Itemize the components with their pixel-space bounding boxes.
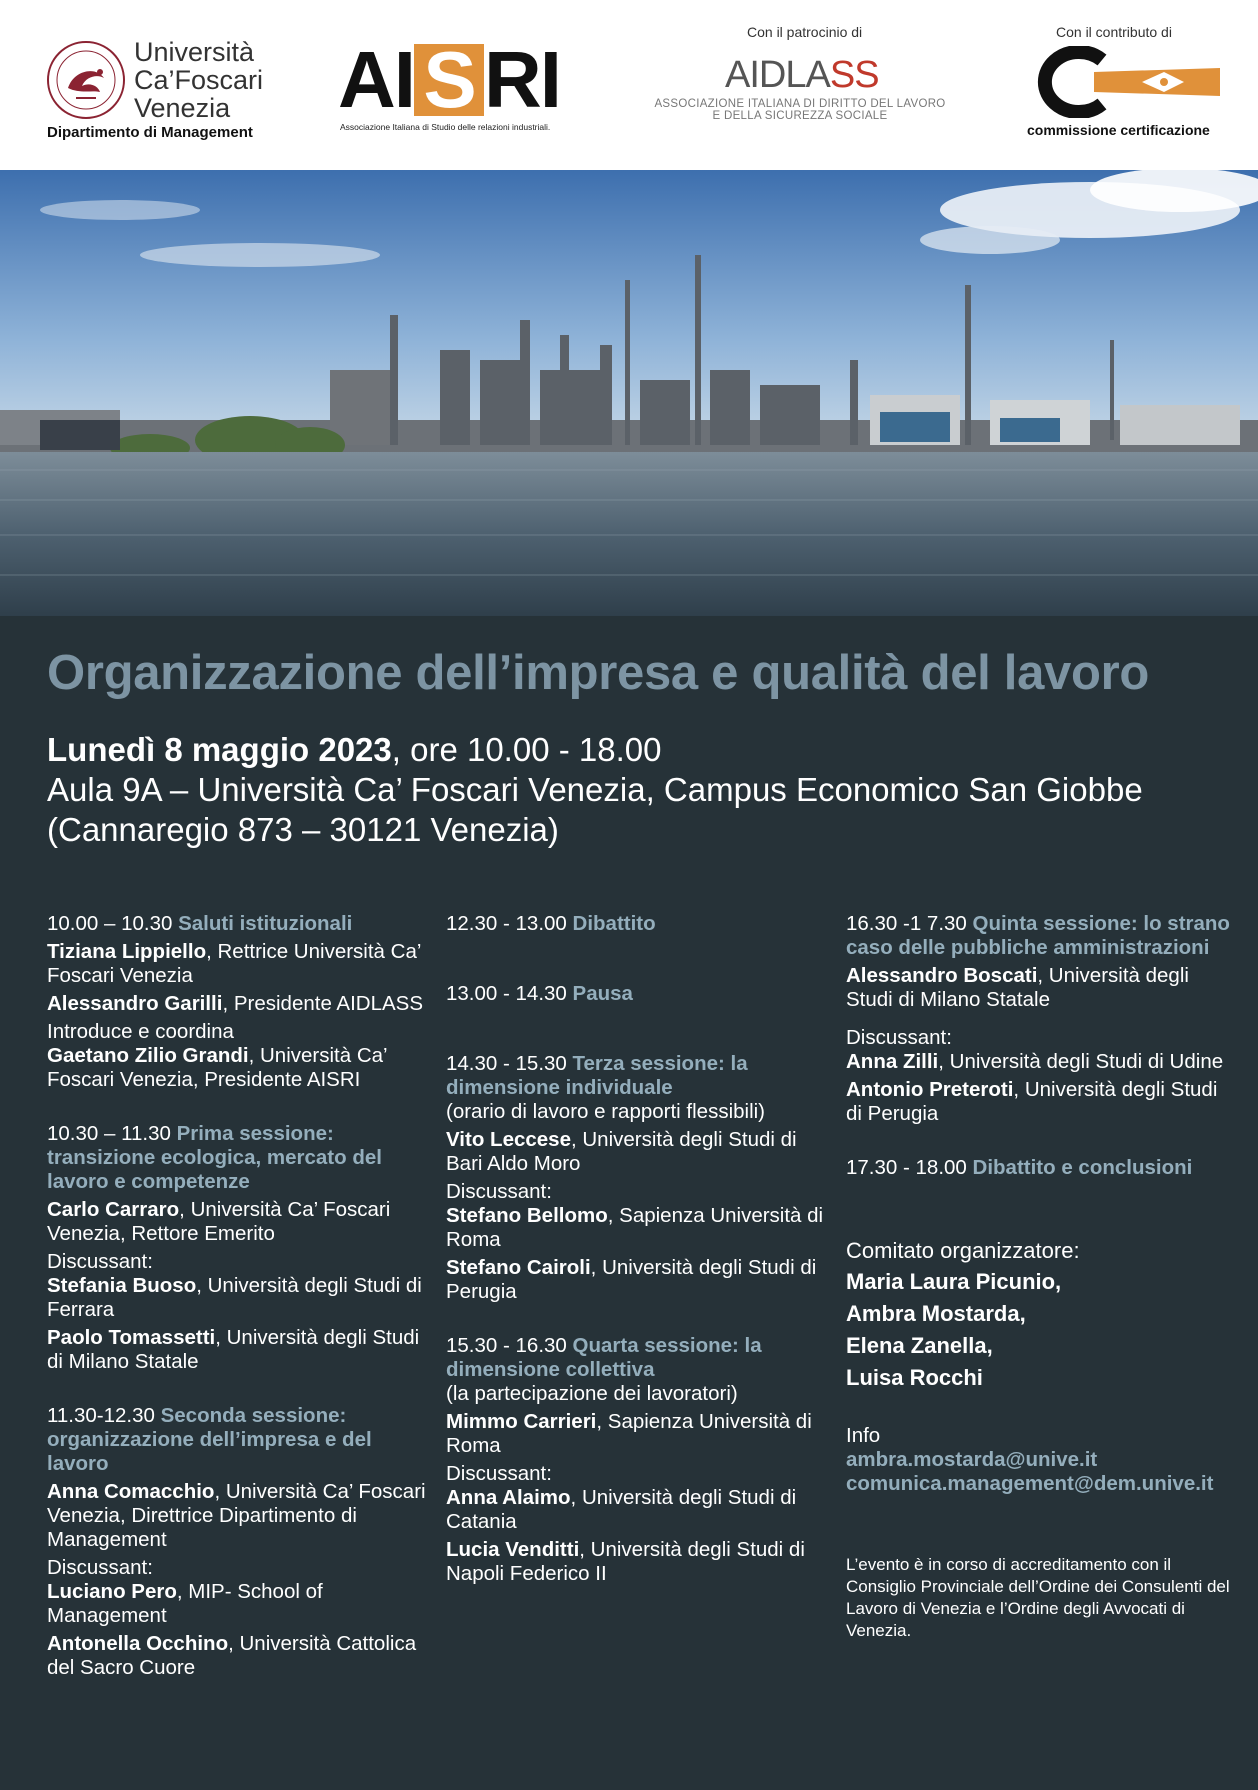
speaker-affiliation: , Sapienza Università di Roma <box>446 1410 812 1457</box>
unive-seal-icon <box>46 40 126 120</box>
speaker-name: Vito Leccese <box>446 1128 571 1151</box>
discussant-affiliation: , MIP- School of Management <box>47 1580 323 1627</box>
discussant-name: Lucia Venditti <box>446 1538 580 1561</box>
session-title: Saluti istituzionali <box>178 912 353 935</box>
session-time: 17.30 - 18.00 <box>846 1156 973 1179</box>
organizing-committee <box>846 1236 1236 1394</box>
aisri-word-part: AI <box>338 35 414 124</box>
speaker-name: Tiziana Lippiello <box>47 940 207 963</box>
discussant <box>846 1078 1236 1126</box>
aisri-logo <box>338 35 588 144</box>
speaker-name: Alessandro Boscati <box>846 964 1038 987</box>
discussant <box>47 1326 427 1374</box>
aidlass-subtitle-line: ASSOCIAZIONE ITALIANA DI DIRITTO DEL LAVORO <box>654 98 946 110</box>
aisri-word-part: RI <box>484 35 560 124</box>
session-block-1 <box>47 1122 427 1374</box>
session-time: 10.30 – 11.30 <box>47 1122 177 1145</box>
cc-name: commissione certificazione <box>1027 122 1210 138</box>
speaker-affiliation: , Università Ca’ Foscari Venezia, Rettore Emerito <box>47 1198 391 1245</box>
session-time: 15.30 - 16.30 <box>446 1334 573 1357</box>
cc-mark-icon <box>1024 46 1224 118</box>
session-heading <box>446 1334 826 1382</box>
unive-name-line-2: Ca’Foscari <box>134 65 264 95</box>
session-topic: (la partecipazione dei lavoratori) <box>446 1382 738 1405</box>
discussant-label: Discussant: <box>846 1026 952 1049</box>
speaker-affiliation: , Università degli Studi di Bari Aldo Moro <box>446 1128 797 1175</box>
session-time: 16.30 -1 7.30 <box>846 912 973 935</box>
speaker <box>47 940 427 988</box>
contribution-caption: Con il contributo di <box>1056 24 1172 40</box>
session-heading <box>446 912 826 936</box>
discussant-name: Anna Alaimo <box>446 1486 571 1509</box>
accreditation-note: L’evento è in corso di accreditamento con il Consiglio Provinciale dell’Ordine dei Consulenti del Lavoro di Venezia e l’Ordine degli Avvocati di Venezia. <box>846 1555 1230 1640</box>
event-date-venue <box>47 730 1143 850</box>
committee-list <box>846 1266 1236 1394</box>
session-block-2 <box>47 1404 427 1680</box>
session-block-closing <box>846 1156 1236 1180</box>
session-block-5 <box>846 912 1236 1126</box>
discussant-name: Stefano Bellomo <box>446 1204 608 1227</box>
session-block-3 <box>446 1052 826 1304</box>
program-column-3 <box>846 912 1236 1642</box>
discussant-affiliation: , Università degli Studi di Ferrara <box>47 1274 422 1321</box>
speaker-affiliation: , Università degli Studi di Milano Statale <box>846 964 1189 1011</box>
discussant-name: Antonio Preteroti <box>846 1078 1014 1101</box>
committee-member: Luisa Rocchi <box>846 1365 983 1390</box>
event-time: , ore 10.00 - 18.00 <box>391 731 662 768</box>
session-block-greetings <box>47 912 427 1092</box>
session-title: Pausa <box>572 982 633 1005</box>
speaker-affiliation: , Presidente AIDLASS <box>222 992 424 1015</box>
discussant-affiliation: , Università Cattolica del Sacro Cuore <box>47 1632 417 1679</box>
session-title: Prima sessione: transizione ecologica, mercato del lavoro e competenze <box>47 1122 382 1193</box>
event-date-bold: Lunedì 8 maggio 2023 <box>47 731 392 768</box>
discussant-label: Discussant: <box>446 1462 552 1485</box>
speaker <box>47 992 427 1016</box>
contact-email-link[interactable]: ambra.mostarda@unive.it <box>846 1448 1098 1471</box>
discussant-label: Discussant: <box>446 1180 552 1203</box>
session-title: Dibattito e conclusioni <box>972 1156 1193 1179</box>
unive-name <box>134 38 263 122</box>
session-time: 12.30 - 13.00 <box>446 912 573 935</box>
discussant <box>446 1486 826 1534</box>
session-heading <box>47 912 427 936</box>
session-heading <box>446 1052 826 1100</box>
speaker-name: Anna Comacchio <box>47 1480 215 1503</box>
program-column-2 <box>446 912 826 1616</box>
discussant-affiliation: , Università degli Studi di Perugia <box>446 1256 817 1303</box>
discussant-affiliation: , Università degli Studi di Milano Statale <box>47 1326 420 1373</box>
session-heading <box>846 912 1236 960</box>
aidlass-wordmark <box>725 56 879 94</box>
committee-member: Maria Laura Picunio, <box>846 1269 1062 1294</box>
session-block-4 <box>446 1334 826 1586</box>
session-time: 10.00 – 10.30 <box>47 912 179 935</box>
discussant-affiliation: , Università degli Studi di Perugia <box>846 1078 1218 1125</box>
unive-name-line-3: Venezia <box>134 93 231 123</box>
discussant <box>446 1256 826 1304</box>
speaker-name: Mimmo Carrieri <box>446 1410 597 1433</box>
cc-logo <box>1024 46 1224 146</box>
committee-label: Comitato organizzatore: <box>846 1238 1080 1263</box>
discussant <box>846 1050 1236 1074</box>
unive-department: Dipartimento di Management <box>47 124 253 141</box>
session-title: Quinta sessione: lo strano caso delle pubbliche amministrazioni <box>846 912 1230 959</box>
session-heading <box>846 1156 1236 1180</box>
unive-name-line-1: Università <box>134 37 255 67</box>
speaker-name: Carlo Carraro <box>47 1198 180 1221</box>
session-topic: (orario di lavoro e rapporti flessibili) <box>446 1100 766 1123</box>
session-title: Terza sessione: la dimensione individuale <box>446 1052 748 1099</box>
coordinator-label: Introduce e coordina <box>47 1020 234 1043</box>
discussant-affiliation: , Università degli Studi di Catania <box>446 1486 797 1533</box>
discussant-label: Discussant: <box>47 1250 153 1273</box>
refinery-photo <box>0 170 1258 616</box>
aidlass-subtitle-line: E DELLA SICUREZZA SOCIALE <box>712 110 888 122</box>
discussant-name: Antonella Occhino <box>47 1632 229 1655</box>
aidlass-word-part: AIDLA <box>725 54 830 96</box>
discussant-affiliation: , Università degli Studi di Napoli Federico II <box>446 1538 805 1585</box>
session-heading <box>47 1404 427 1476</box>
info-label: Info <box>846 1424 881 1447</box>
logo-header <box>0 0 1258 170</box>
session-heading <box>47 1122 427 1194</box>
session-title: Seconda sessione: organizzazione dell’impresa e del lavoro <box>47 1404 372 1475</box>
discussant <box>446 1204 826 1252</box>
discussant-affiliation: , Università degli Studi di Udine <box>938 1050 1224 1073</box>
committee-member: Elena Zanella, <box>846 1333 993 1358</box>
speaker-affiliation: , Università Ca’ Foscari Venezia, Direttrice Dipartimento di Management <box>47 1480 426 1551</box>
discussant <box>446 1538 826 1586</box>
event-date <box>47 730 1143 770</box>
aisri-word-accent: S <box>414 44 484 116</box>
contact-email-link[interactable]: comunica.management@dem.unive.it <box>846 1472 1214 1495</box>
speaker-name: Alessandro Garilli <box>47 992 223 1015</box>
info-block <box>846 1424 1236 1496</box>
discussant-name: Stefania Buoso <box>47 1274 197 1297</box>
aidlass-word-accent: S <box>829 54 855 96</box>
discussant-label: Discussant: <box>47 1556 153 1579</box>
speaker-affiliation: , Rettrice Università Ca’ Foscari Venezia <box>47 940 421 987</box>
discussant-name: Luciano Pero <box>47 1580 177 1603</box>
committee-member: Ambra Mostarda, <box>846 1301 1026 1326</box>
speaker <box>446 1128 826 1176</box>
speaker <box>47 1480 427 1552</box>
aidlass-subtitle <box>645 98 955 122</box>
speaker <box>47 1198 427 1246</box>
session-heading <box>446 982 826 1006</box>
discussant <box>47 1632 427 1680</box>
discussant-name: Anna Zilli <box>846 1050 939 1073</box>
session-title: Dibattito <box>572 912 656 935</box>
unive-logo <box>46 38 276 148</box>
event-title: Organizzazione dell’impresa e qualità del lavoro <box>47 646 1150 700</box>
discussant <box>47 1274 427 1322</box>
event-address: (Cannaregio 873 – 30121 Venezia) <box>47 811 559 848</box>
speaker-name: Gaetano Zilio Grandi <box>47 1044 249 1067</box>
session-title: Quarta sessione: la dimensione collettiva <box>446 1334 762 1381</box>
session-block-break <box>446 982 826 1006</box>
discussant <box>47 1580 427 1628</box>
session-time: 13.00 - 14.30 <box>446 982 573 1005</box>
discussant-affiliation: , Sapienza Università di Roma <box>446 1204 824 1251</box>
aidlass-logo <box>645 56 955 126</box>
patronage-caption: Con il patrocinio di <box>747 24 863 40</box>
discussant-name: Paolo Tomassetti <box>47 1326 216 1349</box>
session-time: 14.30 - 15.30 <box>446 1052 573 1075</box>
speaker-affiliation: , Università Ca’ Foscari Venezia, Presidente AISRI <box>47 1044 387 1091</box>
event-venue: Aula 9A – Università Ca’ Foscari Venezia, Campus Economico San Giobbe <box>47 771 1143 808</box>
aisri-subtitle: Associazione Italiana di Studio delle relazioni industriali. <box>340 122 551 132</box>
speaker <box>446 1410 826 1458</box>
coordinator <box>47 1044 427 1092</box>
session-block-debate <box>446 912 826 936</box>
discussant-name: Stefano Cairoli <box>446 1256 591 1279</box>
session-time: 11.30-12.30 <box>47 1404 161 1427</box>
aidlass-word-accent: S <box>854 54 879 96</box>
speaker <box>846 964 1236 1012</box>
aisri-wordmark <box>338 35 560 124</box>
program-column-1 <box>47 912 427 1710</box>
